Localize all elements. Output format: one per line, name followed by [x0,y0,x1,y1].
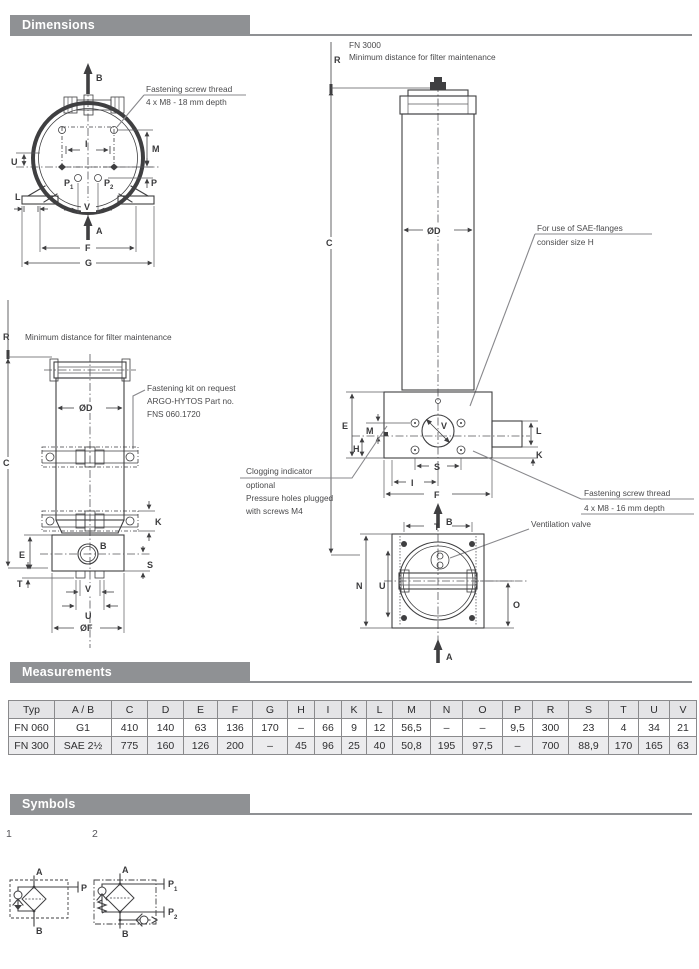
symbol2-port-p2: P [168,907,175,917]
dim-label-t2: T [17,579,23,589]
measurements-section-header: Measurements [10,662,250,683]
svg-text:1: 1 [70,185,74,191]
port-label-p2: P [104,178,111,188]
port-a-arrow [84,215,93,226]
svg-text:1: 1 [174,887,178,893]
symbol1-port-p: P [81,883,88,893]
symbols-section-header: Symbols [10,794,250,815]
dimensions-section-header: Dimensions [10,15,250,36]
port-label-b2: B [100,541,107,551]
svg-text:4 x M8 - 16 mm depth: 4 x M8 - 16 mm depth [584,503,665,513]
measurements-rule [250,681,692,683]
svg-text:2: 2 [174,915,178,921]
svg-text:Pressure holes plugged: Pressure holes plugged [246,493,334,503]
svg-text:4 x M8 - 18 mm depth: 4 x M8 - 18 mm depth [146,97,227,107]
port-b-arrow [84,63,93,74]
dim-label-b3: B [446,517,453,527]
dim-label-r3: R [334,55,341,65]
fn060-side-view [1,300,236,648]
dim-label-m3: M [366,426,374,436]
symbol2-port-a: A [122,865,129,875]
dim-label-od3: ØD [427,226,441,236]
dim-label-u: U [11,157,18,167]
dim-label-e3: E [342,421,349,431]
dim-label-f3: F [434,490,440,500]
dim-label-v2: V [85,584,92,594]
svg-text:Fastening kit on request: Fastening kit on request [147,383,236,393]
dim-label-l3: L [536,426,542,436]
dim-label-v: V [84,202,91,212]
svg-text:For use of SAE-flanges: For use of SAE-flanges [537,223,623,233]
dim-label-of2: ØF [80,623,93,633]
svg-text:Fastening screw thread: Fastening screw thread [146,84,233,94]
table-header-row: Typ A / B C D E F G H I K L M N O P R S T U V [9,701,697,719]
dim-label-s3: S [434,462,441,472]
dim-label-a: A [96,226,103,236]
callout-fastening-thread-16 [473,451,694,514]
dimensions-rule [250,34,692,36]
symbol-2-filter-diagram [90,864,186,938]
callout-sae-flanges [470,223,652,406]
svg-text:2: 2 [110,185,114,191]
dim-label-k2: K [155,517,162,527]
callout-ventilation-valve [450,519,591,558]
dim-label-n3: N [356,581,363,591]
dim-label-k3: K [536,450,543,460]
svg-text:FNS 060.1720: FNS 060.1720 [147,409,201,419]
dim-label-b: B [96,73,103,83]
dim-label-c3: C [326,238,333,248]
svg-text:ARGO-HYTOS Part no.: ARGO-HYTOS Part no. [147,396,234,406]
symbol-1-filter-diagram [8,866,92,936]
dim-label-i3: I [411,478,414,488]
callout-fastening-thread-18 [117,84,246,127]
svg-text:Fastening screw thread: Fastening screw thread [584,488,671,498]
note-min-distance-fn060: Minimum distance for filter maintenance [25,332,172,342]
dim-label-u2: U [85,611,92,621]
port-b-arrow-fn3000 [434,503,443,514]
table-row-fn060: FN 060 G1 410 140 63 136 170 – 66 9 12 56,5 – – 9,5 300 23 4 34 21 [9,719,697,737]
dim-label-i: I [85,139,88,149]
valve-label-v3: V [441,421,448,431]
svg-text:Ventilation valve: Ventilation valve [531,519,591,529]
symbol-1-number: 1 [6,828,12,840]
symbol-2-number: 2 [92,828,98,840]
dim-label-u3: U [379,581,386,591]
symbol1-port-a: A [36,867,43,877]
dim-label-o3: O [513,600,521,610]
dim-label-g: G [85,258,93,268]
dim-label-od2: ØD [79,403,93,413]
dim-label-a3: A [446,652,453,662]
dim-label-s2: S [147,560,154,570]
dimensions-drawings [0,40,699,666]
symbol2-port-b: B [122,929,129,938]
svg-text:Clogging indicator: Clogging indicator [246,466,313,476]
symbol1-port-b: B [36,926,43,936]
table-row-fn300: FN 300 SAE 2½ 775 160 126 200 – 45 96 25 40 50,8 195 97,5 – 700 88,9 170 165 63 [9,737,697,755]
symbols-rule [250,813,692,815]
dim-label-m: M [152,144,160,154]
dim-label-l: L [15,192,21,202]
fn3000-view [240,40,694,663]
measurements-table [8,700,697,755]
note-min-distance-fn3000: Minimum distance for filter maintenance [349,52,496,62]
port-label-p1: P [64,178,71,188]
dim-label-f: F [85,243,91,253]
svg-text:optional: optional [246,480,276,490]
dim-label-e2: E [19,550,26,560]
dim-label-h3: H [353,444,360,454]
dim-label-r2: R [3,332,10,342]
dim-label-t3: T [434,522,440,532]
callout-clogging-indicator [240,426,387,516]
fn3000-title: FN 3000 [349,40,381,50]
fn3000-bottom-view [356,522,528,663]
fn060-front-view [11,63,246,268]
svg-text:with screws M4: with screws M4 [246,506,303,516]
callout-fastening-kit [133,383,236,449]
port-a-arrow-fn3000 [434,639,443,650]
dim-label-c2: C [3,458,10,468]
symbol2-port-p1: P [168,879,175,889]
svg-text:consider size H: consider size H [537,237,594,247]
dim-label-p: P [151,178,158,188]
